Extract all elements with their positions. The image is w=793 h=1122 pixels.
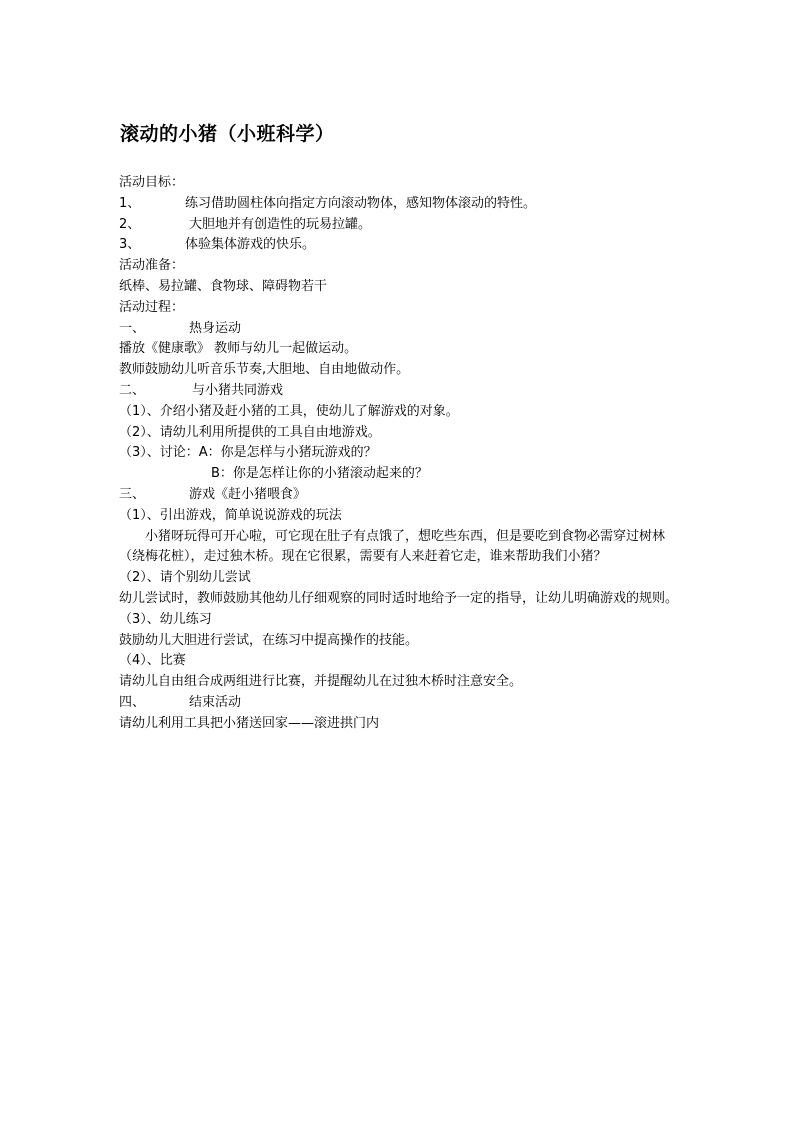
goal-number: 2、 xyxy=(119,216,141,232)
goal-item xyxy=(119,194,679,215)
paragraph: 幼儿尝试时，教师鼓励其他幼儿仔细观察的同时适时地给予一定的指导，让幼儿明确游戏的规则。 xyxy=(119,590,679,606)
section-number: 一、 xyxy=(119,320,146,336)
paragraph: 小猪呀玩得可开心啦，可它现在肚子有点饿了，想吃些东西，但是要吃到食物必需穿过树林（绕梅花桩），走过独木桥。现在它很累，需要有人来赶着它走，谁来帮助我们小猪？ xyxy=(119,528,666,565)
section-title: 热身运动 xyxy=(189,320,242,336)
section-heading xyxy=(119,381,679,402)
section-title: 游戏《赶小猪喂食》 xyxy=(189,486,307,502)
section-number: 三、 xyxy=(119,486,146,502)
goal-text: 大胆地并有创造性的玩易拉罐。 xyxy=(189,216,372,232)
section-title: 与小猪共同游戏 xyxy=(192,382,284,398)
list-item: （3）、讨论：A：你是怎样与小猪玩游戏的？ xyxy=(119,445,377,461)
page-title: 滚动的小猪（小班科学） xyxy=(120,123,335,145)
paragraph: 教师鼓励幼儿听音乐节奏,大胆地、自由地做动作。 xyxy=(119,362,410,378)
list-item: （1）、引出游戏，简单说说游戏的玩法 xyxy=(119,507,342,523)
paragraph: 请幼儿自由组合成两组进行比赛，并提醒幼儿在过独木桥时注意安全。 xyxy=(119,674,523,690)
goal-item xyxy=(119,215,679,236)
document-body xyxy=(119,173,679,735)
paragraph: 播放《健康歌》 教师与幼儿一起做运动。 xyxy=(119,341,358,357)
section-heading xyxy=(119,485,679,506)
list-item: （3）、幼儿练习 xyxy=(119,611,212,627)
section-title: 结束活动 xyxy=(189,694,242,710)
paragraph: 请幼儿利用工具把小猪送回家——滚进拱门内 xyxy=(119,715,380,731)
goal-number: 3、 xyxy=(119,237,141,253)
prep-text: 纸棒、易拉罐、食物球、障碍物若干 xyxy=(119,278,328,294)
list-item: （4）、比赛 xyxy=(119,653,186,669)
list-item: B：你是怎样让你的小猪滚动起来的？ xyxy=(211,466,428,482)
section-number: 二、 xyxy=(119,382,146,398)
section-heading xyxy=(119,693,679,714)
goal-number: 1、 xyxy=(119,195,141,211)
section-number: 四、 xyxy=(119,694,146,710)
list-item: （2）、请幼儿利用所提供的工具自由地游戏。 xyxy=(119,424,381,440)
list-item: （1）、介绍小猪及赶小猪的工具，使幼儿了解游戏的对象。 xyxy=(119,403,459,419)
list-item: （2）、请个别幼儿尝试 xyxy=(119,570,251,586)
goal-text: 练习借助圆柱体向指定方向滚动物体，感知物体滚动的特性。 xyxy=(185,195,537,211)
prep-heading: 活动准备： xyxy=(119,258,185,274)
paragraph: 鼓励幼儿大胆进行尝试，在练习中提高操作的技能。 xyxy=(119,632,419,648)
process-heading: 活动过程： xyxy=(119,299,185,315)
goals-heading: 活动目标： xyxy=(119,175,185,190)
goal-item xyxy=(119,235,679,256)
section-heading xyxy=(119,319,679,340)
goal-text: 体验集体游戏的快乐。 xyxy=(185,237,316,253)
